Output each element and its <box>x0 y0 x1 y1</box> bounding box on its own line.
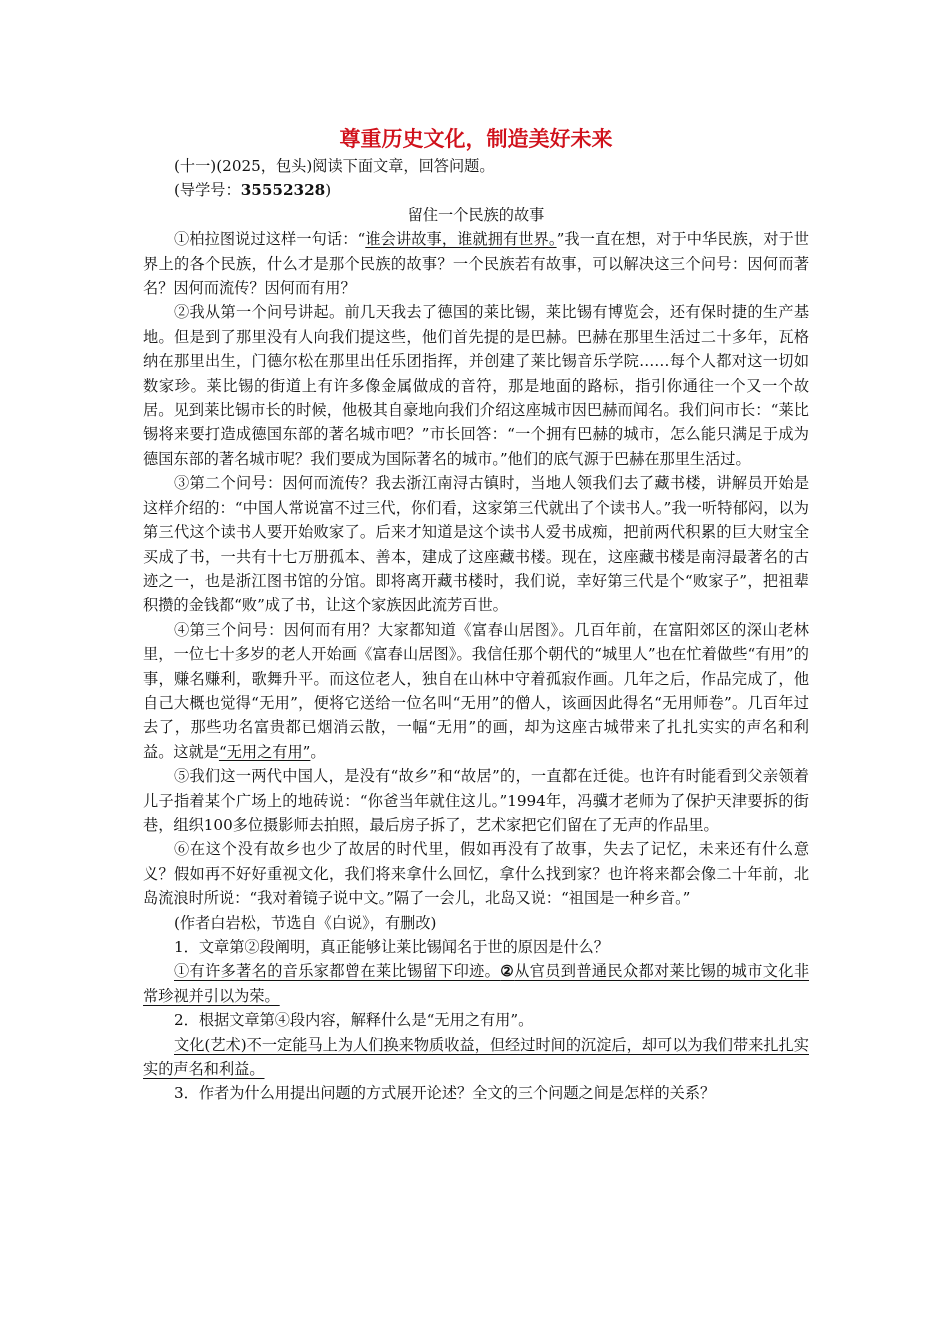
article-title: 留住一个民族的故事 <box>407 205 545 224</box>
guide-suffix: ) <box>325 181 332 200</box>
answer-2 <box>143 1033 809 1082</box>
page-title: 尊重历史文化，制造美好未来 <box>339 127 613 151</box>
paragraph-1-rest: ”我一直在想，对于中华民族，对于世界上的各个民族，什么才是那个民族的故事？一个民族若有故事，可以解决这三个问号：因何而著名？因何而流传？因何而有用？ <box>143 230 809 298</box>
paragraph-4 <box>143 618 809 764</box>
answer-1 <box>143 959 809 1008</box>
paragraph-3: ③第二个问号：因何而流传？我去浙江南浔古镇时，当地人领我们去了藏书楼，讲解员开始是这样介绍的：“中国人常说富不过三代，你们看，这家第三代就出了个读书人。”我一听特郁闷，以为第三代这个读书人要开始败家了。后来才知道是这个读书人爱书成痴，把前两代积累的巨大财宝全买成了书，一共有十七万册孤本、善本，建成了这座藏书楼。现在，这座藏书楼是南浔最著名的古迹之一，也是浙江图书馆的分馆。即将离开藏书楼时，我们说，幸好第三代是个“败家子”，把祖辈积攒的金钱都“败”成了书，让这个家族因此流芳百世。 <box>143 474 809 615</box>
answer-1-marker-b: ② <box>500 962 515 981</box>
answer-2-text: 文化(艺术)不一定能马上为人们换来物质收益，但经过时间的沉淀后，却可以为我们带来扎扎实实的声名和利益。 <box>143 1035 809 1079</box>
paragraph-4-end: 。 <box>310 742 326 761</box>
question-2: 2．根据文章第④段内容，解释什么是“无用之有用”。 <box>174 1011 534 1030</box>
paragraph-2: ②我从第一个问号讲起。前几天我去了德国的莱比锡，莱比锡有博览会，还有保时捷的生产基地。但是到了那里没有人向我们提这些，他们首先提的是巴赫。巴赫在那里生活过二十多年，瓦格纳在那里出生，门德尔松在那里出任乐团指挥，并创建了莱比锡音乐学院……每个人都对这一切如数家珍。莱比锡的街道上有许多像金属做成的音符，那是地面的路标，指引你通往一个又一个故居。见到莱比锡市长的时候，他极其自豪地向我们介绍这座城市因巴赫而闻名。我们问市长：“莱比锡将来要打造成德国东部的著名城市吧？”市长回答：“一个拥有巴赫的城市，怎么能只满足于成为德国东部的著名城市呢？我们要成为国际著名的城市。”他们的底气源于巴赫在那里生活过。 <box>143 303 809 468</box>
paragraph-5: ⑤我们这一两代中国人，是没有“故乡”和“故居”的，一直都在迁徙。也许有时能看到父亲领着儿子指着某个广场上的地砖说：“你爸当年就住这儿。”1994年，冯骥才老师为了保护天津要拆的街巷，组织100多位摄影师去拍照，最后房子拆了，艺术家把它们留在了无声的作品里。 <box>143 767 809 834</box>
plato-quote: 谁会讲故事，谁就拥有世界。 <box>365 230 557 249</box>
paragraph-1-start: ①柏拉图说过这样一句话：“ <box>174 230 366 249</box>
guide-number: 35552328 <box>240 181 326 200</box>
guide-prefix: (导学号： <box>174 181 241 200</box>
guide-number-line <box>143 178 809 202</box>
useless-usefulness-quote: “无用之有用” <box>218 742 311 761</box>
article-source: (作者白岩松，节选自《白说》，有删改) <box>174 913 437 932</box>
answer-1-part-a: ①有许多著名的音乐家都曾在莱比锡留下印迹。 <box>174 962 501 981</box>
paragraph-1 <box>143 227 809 300</box>
paragraph-4-start: ④第三个问号：因何而有用？大家都知道《富春山居图》。几百年前，在富阳郊区的深山老林里，一位七十多岁的老人开始画《富春山居图》。我信任那个朝代的“城里人”也在忙着做些“有用”的事，赚名赚利，歌舞升平。而这位老人，独自在山林中守着孤寂作画。几年之后，作品完成了，他自己大概也觉得“无用”，便将它送给一位名叫“无用”的僧人，该画因此得名“无用师卷”。几百年过去了，那些功名富贵都已烟消云散，一幅“无用”的画，却为这座古城带来了扎扎实实的声名和利益。这就是 <box>143 620 809 761</box>
exercise-intro: (十一)(2025，包头)阅读下面文章，回答问题。 <box>174 157 495 175</box>
answer-1-part-b: 从官员到普通民众都对莱比锡的城市文化非常珍视并引以为荣。 <box>143 962 810 1005</box>
document-page <box>143 126 809 1106</box>
question-3: 3．作者为什么用提出问题的方式展开论述？全文的三个问题之间是怎样的关系？ <box>174 1084 716 1103</box>
paragraph-6: ⑥在这个没有故乡也少了故居的时代里，假如再没有了故事，失去了记忆，未来还有什么意义？假如再不好好重视文化，我们将来拿什么回忆，拿什么找到家？也许将来都会像二十年前，北岛流浪时所说：“我对着镜子说中文。”隔了一会儿，北岛又说：“祖国是一种乡音。” <box>143 840 809 908</box>
question-1: 1．文章第②段阐明，真正能够让莱比锡闻名于世的原因是什么？ <box>174 938 609 956</box>
